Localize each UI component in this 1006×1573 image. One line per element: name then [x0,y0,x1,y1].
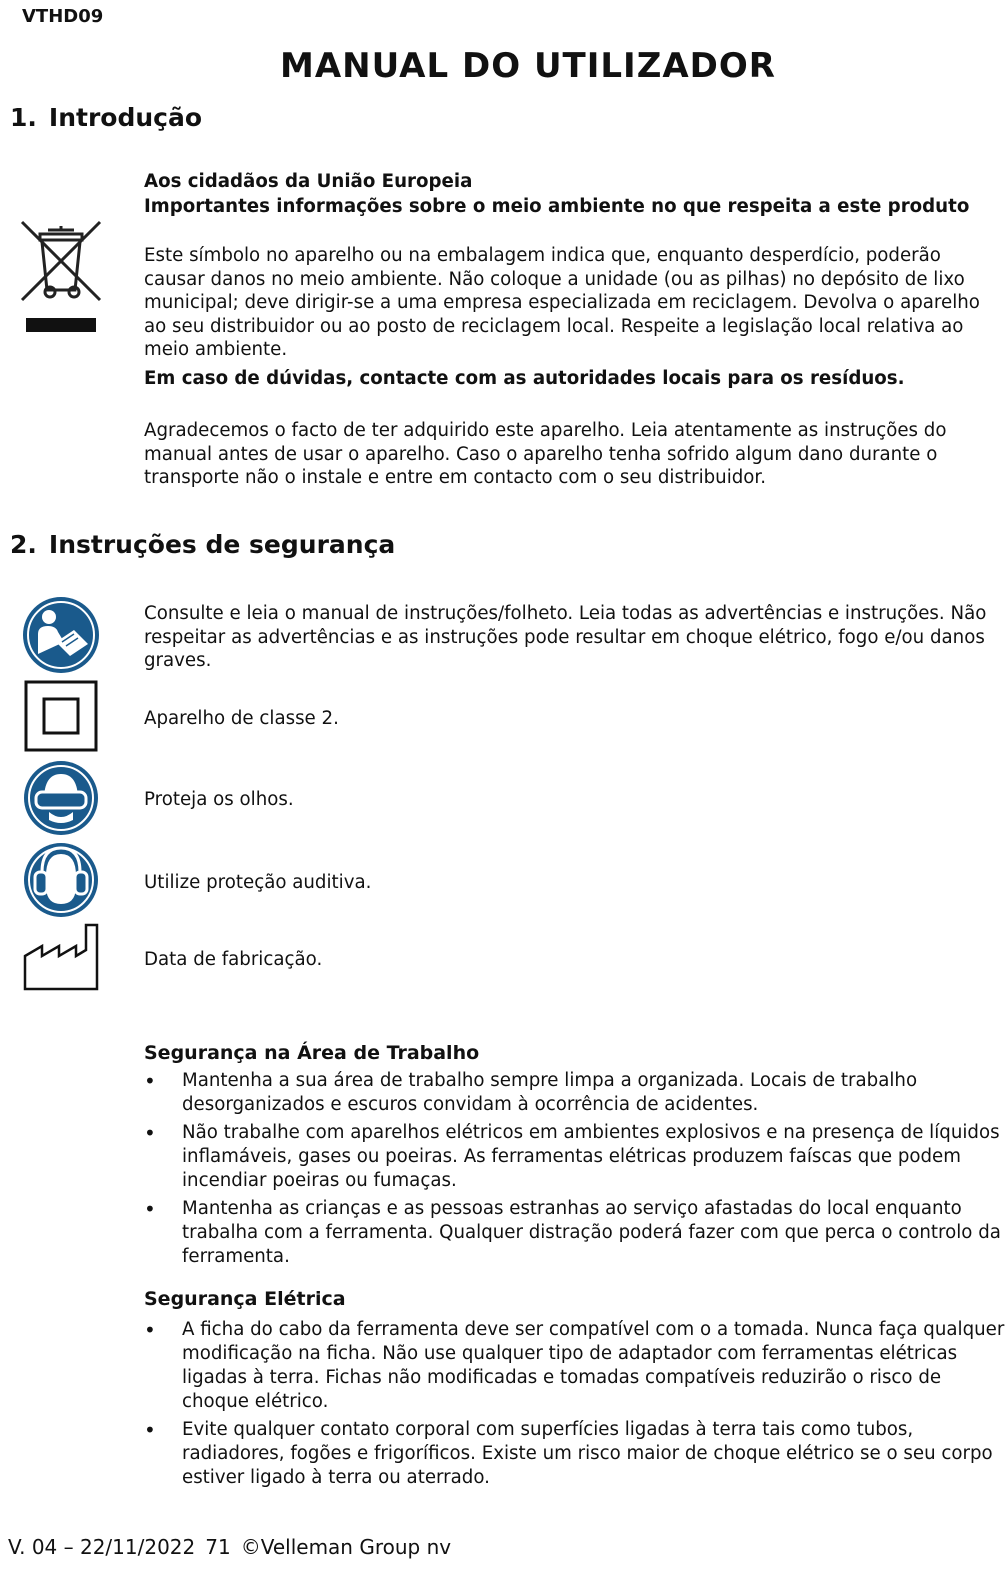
thank-you-paragraph: Agradecemos o facto de ter adquirido este aparelho. Leia atentamente as instruções do manual antes de usar o aparelho. Caso o aparelho tenha sofrido algum dano durante o transporte não o instale e entre em contacto com o seu distribuidor. [144,420,947,488]
section-1-title: Introdução [48,103,203,132]
list-item: • Mantenha a sua área de trabalho sempre limpa a organizada. Locais de trabalho desorganizados e escuros convidam à ocorrência de acidentes. [144,1069,1006,1117]
list-item: • Não trabalhe com aparelhos elétricos em ambientes explosivos e na presença de líquidos inflamáveis, gases ou poeiras. As ferramentas elétricas produzem faíscas que podem incendiar poeiras ou fumaças. [144,1121,1006,1193]
crossed-out-bin-icon [20,220,102,336]
manufacture-date-icon [22,922,100,992]
work-area-list [144,1069,1006,1273]
section-1-heading [10,103,202,132]
eu-citizens-title: Aos cidadãos da União Europeia [144,171,473,192]
work-area-heading: Segurança na Área de Trabalho [144,1042,480,1064]
read-manual-icon [22,596,100,674]
model-code: VTHD09 [22,6,104,27]
page-footer [8,1535,461,1559]
section-2-number: 2. [10,530,37,559]
list-item: • Mantenha as crianças e as pessoas estranhas ao serviço afastadas do local enquanto trabalha com a ferramenta. Qualquer distração poderá fazer com que perca o controlo da ferramenta. [144,1197,1006,1269]
eu-contact-note: Em caso de dúvidas, contacte com as autoridades locais para os resíduos. [144,368,905,389]
class-2-icon [24,680,98,752]
eu-info-subtitle: Importantes informações sobre o meio ambiente no que respeita a este produto [144,196,970,217]
eu-info-paragraph: Este símbolo no aparelho ou na embalagem indica que, enquanto desperdício, poderão causar danos no meio ambiente. Não coloque a unidade (ou as pilhas) no depósito de lixo municipal; deve dirigir-se a uma empresa especializada em reciclagem. Devolva o aparelho ao seu distribuidor ou ao posto de reciclagem local. Respeite a legislação local relativa ao meio ambiente. [144,245,980,360]
list-item: • A ficha do cabo da ferramenta deve ser compatível com o a tomada. Nunca faça qualquer modificação na ficha. Não use qualquer tipo de adaptador com ferramentas elétricas ligadas à terra. Fichas não modificadas e tomadas compatíveis reduzirão o risco de choque elétrico. [144,1318,1006,1414]
electrical-safety-list [144,1318,1006,1494]
document-title: MANUAL DO UTILIZADOR [280,46,776,86]
footer-page-number: 71 [205,1535,231,1559]
symbol-read-manual-text: Consulte e leia o manual de instruções/folheto. Leia todas as advertências e instruções. Não respeitar as advertências e as instruções pode resultar em choque elétrico, fogo e/ou danos graves. [144,603,987,671]
section-2-title: Instruções de segurança [48,530,396,559]
symbol-eye-protection-text: Proteja os olhos. [144,789,294,810]
hearing-protection-icon [22,842,100,918]
section-1-number: 1. [10,103,37,132]
section-2-heading [10,530,395,559]
symbol-class-2-text: Aparelho de classe 2. [144,708,339,729]
footer-copyright: ©Velleman Group nv [240,1535,452,1559]
footer-version: V. 04 – 22/11/2022 [8,1535,196,1559]
electrical-safety-heading: Segurança Elétrica [144,1288,346,1310]
symbol-hearing-protection-text: Utilize proteção auditiva. [144,872,372,893]
eye-protection-icon [22,760,100,836]
symbol-manufacture-date-text: Data de fabricação. [144,949,323,970]
list-item: • Evite qualquer contato corporal com superfícies ligadas à terra tais como tubos, radiadores, fogões e frigoríficos. Existe um risco maior de choque elétrico se o seu corpo estiver ligado à terra ou aterrado. [144,1418,1006,1490]
